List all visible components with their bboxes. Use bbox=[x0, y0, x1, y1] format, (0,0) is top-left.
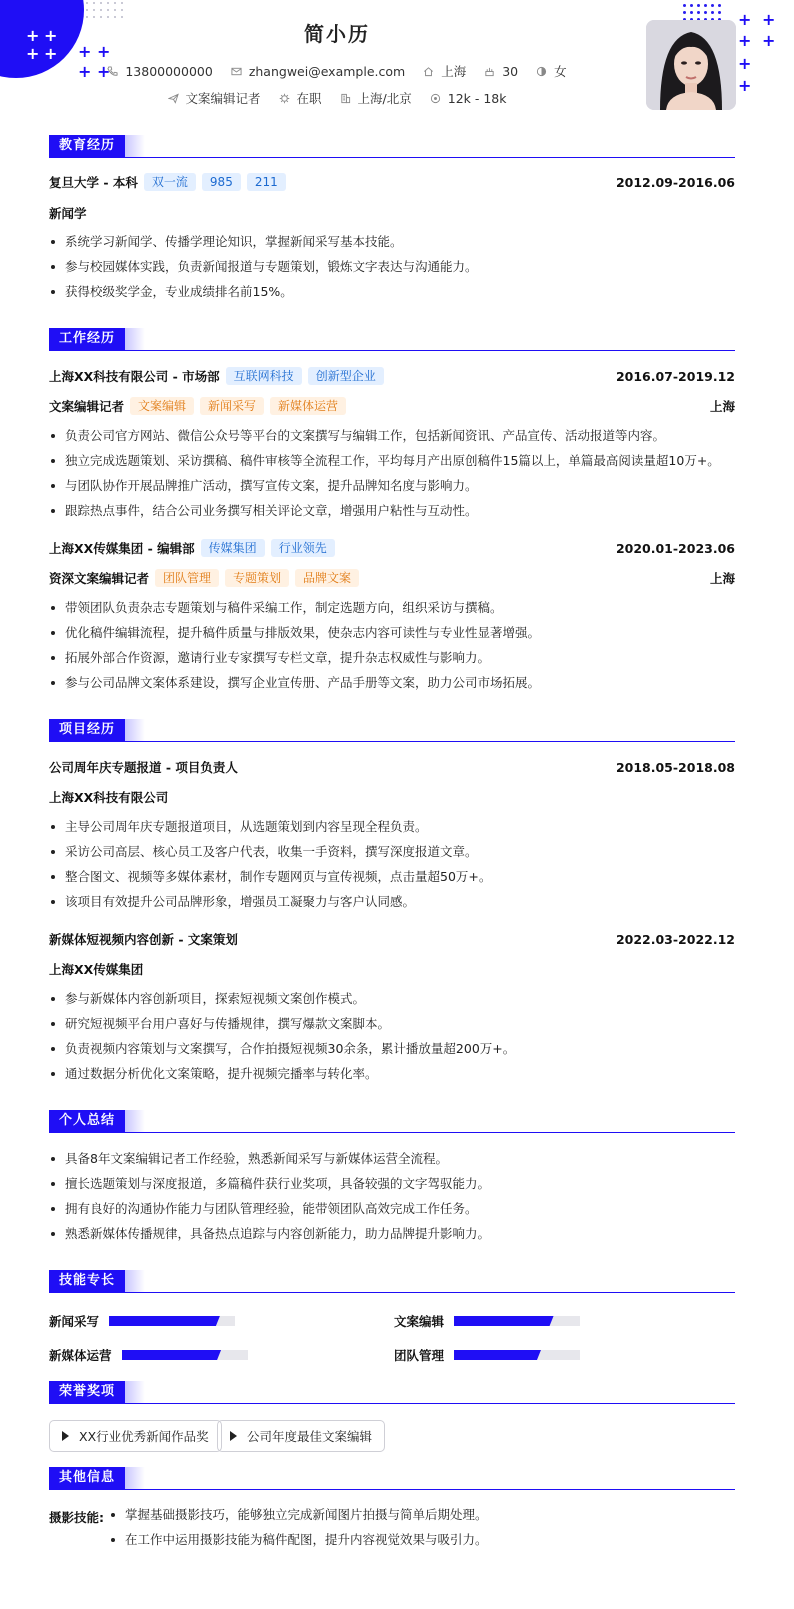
list-item: 整合图文、视频等多媒体素材，制作专题网页与宣传视频，点击量超50万+。 bbox=[49, 864, 735, 889]
gender-value: 女 bbox=[554, 64, 567, 79]
play-triangle-icon bbox=[230, 1431, 237, 1441]
award-name: XX行业优秀新闻作品奖 bbox=[79, 1429, 209, 1444]
target-city-item bbox=[340, 89, 412, 107]
skill-name: 新闻采写 bbox=[49, 1314, 100, 1329]
status-icon bbox=[279, 93, 290, 104]
skill-name: 团队管理 bbox=[394, 1348, 445, 1363]
section-title-shade bbox=[125, 1467, 145, 1489]
work-section-header bbox=[49, 328, 735, 350]
job-location: 上海 bbox=[709, 571, 735, 586]
plane-icon bbox=[168, 93, 179, 104]
company-name: 上海XX科技有限公司 - 市场部 bbox=[49, 369, 220, 384]
job-value: 文案编辑记者 bbox=[185, 91, 261, 106]
job-date: 2016.07-2019.12 bbox=[615, 368, 735, 384]
list-item: 通过数据分析优化文案策略，提升视频完播率与转化率。 bbox=[49, 1061, 735, 1086]
age-value: 30 bbox=[502, 63, 519, 79]
project-date: 2018.05-2018.08 bbox=[615, 759, 735, 775]
job-role-row bbox=[49, 569, 735, 587]
other-label: 摄影技能: bbox=[49, 1510, 104, 1525]
avatar bbox=[646, 20, 736, 110]
cake-icon bbox=[484, 66, 495, 77]
job-duty-list bbox=[49, 423, 735, 523]
summary-list bbox=[49, 1146, 735, 1246]
award-name: 公司年度最佳文案编辑 bbox=[247, 1429, 373, 1444]
list-item: 掌握基础摄影技巧，能够独立完成新闻图片拍摄与简单后期处理。 bbox=[109, 1502, 735, 1527]
job-role: 资深文案编辑记者 bbox=[49, 571, 150, 586]
section-title-shade bbox=[125, 1110, 145, 1132]
salary-item bbox=[430, 91, 507, 106]
school-tag: 双一流 bbox=[144, 173, 196, 191]
company-name: 上海XX传媒集团 - 编辑部 bbox=[49, 541, 195, 556]
job-date: 2020.01-2023.06 bbox=[615, 540, 735, 556]
list-item: 具备8年文案编辑记者工作经验，熟悉新闻采写与新媒体运营全流程。 bbox=[49, 1146, 735, 1171]
award-chip bbox=[49, 1420, 222, 1452]
list-item: 熟悉新媒体传播规律，具备热点追踪与内容创新能力，助力品牌提升影响力。 bbox=[49, 1221, 735, 1246]
role-tag: 专题策划 bbox=[225, 569, 289, 587]
section-title: 教育经历 bbox=[49, 135, 125, 157]
status-item bbox=[279, 89, 322, 107]
list-item: 主导公司周年庆专题报道项目，从选题策划到内容呈现全程负责。 bbox=[49, 814, 735, 839]
salary-value: 12k - 18k bbox=[447, 90, 507, 106]
list-item: 获得校级奖学金，专业成绩排名前15%。 bbox=[49, 279, 735, 304]
job-company-row bbox=[49, 539, 735, 557]
list-item: 跟踪热点事件，结合公司业务撰写相关评论文章，增强用户粘性与互动性。 bbox=[49, 498, 735, 523]
skill-item bbox=[49, 1312, 235, 1330]
list-item: 参与公司品牌文案体系建设，撰写企业宣传册、产品手册等文案，助力公司市场拓展。 bbox=[49, 670, 735, 695]
plus-decor-icon: + bbox=[762, 31, 776, 50]
phone-icon bbox=[107, 66, 118, 77]
project-org: 上海XX传媒集团 bbox=[49, 962, 144, 977]
role-tag: 团队管理 bbox=[155, 569, 219, 587]
major-row bbox=[49, 204, 735, 222]
summary-section-header bbox=[49, 1110, 735, 1132]
project-list bbox=[49, 814, 735, 914]
project-section-header bbox=[49, 719, 735, 741]
award-chip bbox=[217, 1420, 385, 1452]
contact-row bbox=[0, 62, 674, 80]
section-title: 技能专长 bbox=[49, 1270, 125, 1292]
company-tag: 互联网科技 bbox=[226, 367, 302, 385]
school-tag: 211 bbox=[247, 173, 286, 191]
list-item: 独立完成选题策划、采访撰稿、稿件审核等全流程工作，平均每月产出原创稿件15篇以上，单篇最高阅读量超10万+。 bbox=[49, 448, 735, 473]
skill-bar-fill bbox=[122, 1350, 222, 1360]
section-title-shade bbox=[125, 719, 145, 741]
project-list bbox=[49, 986, 735, 1086]
plus-decor-icon: + bbox=[26, 44, 40, 63]
list-item: 在工作中运用摄影技能为稿件配图，提升内容视觉效果与吸引力。 bbox=[109, 1527, 735, 1552]
plus-decor-icon: + bbox=[78, 62, 92, 81]
list-item: 擅长选题策划与深度报道，多篇稿件获行业奖项，具备较强的文字驾驭能力。 bbox=[49, 1171, 735, 1196]
project-org: 上海XX科技有限公司 bbox=[49, 790, 169, 805]
section-divider bbox=[49, 1403, 735, 1404]
section-divider bbox=[49, 1489, 735, 1490]
education-row bbox=[49, 173, 735, 191]
plus-decor-icon: + bbox=[738, 54, 752, 73]
skill-bar bbox=[109, 1316, 235, 1326]
list-item: 系统学习新闻学、传播学理论知识，掌握新闻采写基本技能。 bbox=[49, 229, 735, 254]
skill-item bbox=[49, 1346, 248, 1364]
plus-decor-icon: + bbox=[97, 42, 111, 61]
gender-item bbox=[536, 62, 567, 80]
skill-bar bbox=[122, 1350, 248, 1360]
section-title-shade bbox=[125, 328, 145, 350]
skill-item bbox=[394, 1312, 580, 1330]
awards-section-header bbox=[49, 1381, 735, 1403]
section-divider bbox=[49, 1132, 735, 1133]
project-title-row bbox=[49, 930, 735, 948]
gender-icon bbox=[536, 66, 547, 77]
job-role-row bbox=[49, 397, 735, 415]
school-name: 复旦大学 - 本科 bbox=[49, 175, 138, 190]
skill-bar-fill bbox=[109, 1316, 220, 1326]
other-list bbox=[109, 1502, 735, 1552]
phone-item bbox=[107, 64, 212, 79]
age-item bbox=[484, 64, 518, 79]
education-list bbox=[49, 229, 735, 304]
email-item bbox=[231, 64, 405, 79]
skill-name: 文案编辑 bbox=[394, 1314, 445, 1329]
job-item bbox=[168, 89, 261, 107]
list-item: 拓展外部合作资源，邀请行业专家撰写专栏文章，提升杂志权威性与影响力。 bbox=[49, 645, 735, 670]
status-value: 在职 bbox=[296, 91, 322, 106]
skill-bar-fill bbox=[454, 1350, 541, 1360]
list-item: 研究短视频平台用户喜好与传播规律，撰写爆款文案脚本。 bbox=[49, 1011, 735, 1036]
project-date: 2022.03-2022.12 bbox=[615, 931, 735, 947]
mail-icon bbox=[231, 66, 242, 77]
skill-bar bbox=[454, 1350, 580, 1360]
list-item: 采访公司高层、核心员工及客户代表，收集一手资料，撰写深度报道文章。 bbox=[49, 839, 735, 864]
section-divider bbox=[49, 157, 735, 158]
list-item: 拥有良好的沟通协作能力与团队管理经验，能带领团队高效完成工作任务。 bbox=[49, 1196, 735, 1221]
plus-decor-icon: + bbox=[738, 10, 752, 29]
project-org-row bbox=[49, 960, 735, 978]
skill-name: 新媒体运营 bbox=[49, 1348, 112, 1363]
list-item: 参与校园媒体实践，负责新闻报道与专题策划，锻炼文字表达与沟通能力。 bbox=[49, 254, 735, 279]
city-value: 上海 bbox=[441, 64, 467, 79]
section-divider bbox=[49, 350, 735, 351]
job-role: 文案编辑记者 bbox=[49, 399, 125, 414]
education-section-header bbox=[49, 135, 735, 157]
skills-section-header bbox=[49, 1270, 735, 1292]
intent-row bbox=[0, 89, 674, 107]
home-icon bbox=[423, 66, 434, 77]
plus-decor-icon: + bbox=[97, 62, 111, 81]
job-location: 上海 bbox=[709, 399, 735, 414]
plus-decor-icon: + bbox=[738, 31, 752, 50]
project-title-row bbox=[49, 758, 735, 776]
phone-value: 13800000000 bbox=[125, 63, 213, 79]
skill-item bbox=[394, 1346, 580, 1364]
education-date: 2012.09-2016.06 bbox=[615, 174, 735, 190]
job-company-row bbox=[49, 367, 735, 385]
plus-decor-icon: + bbox=[762, 10, 776, 29]
skill-bar bbox=[454, 1316, 580, 1326]
list-item: 参与新媒体内容创新项目，探索短视频文案创作模式。 bbox=[49, 986, 735, 1011]
target-city-value: 上海/北京 bbox=[357, 91, 412, 106]
section-title: 荣誉奖项 bbox=[49, 1381, 125, 1403]
major-name: 新闻学 bbox=[49, 206, 87, 221]
section-title: 工作经历 bbox=[49, 328, 125, 350]
skill-bar-fill bbox=[454, 1316, 554, 1326]
job-duty-list bbox=[49, 595, 735, 695]
plus-decor-icon: + bbox=[738, 76, 752, 95]
project-title: 公司周年庆专题报道 - 项目负责人 bbox=[49, 760, 238, 775]
section-divider bbox=[49, 741, 735, 742]
resume-name: 简小历 bbox=[304, 22, 370, 46]
section-title: 个人总结 bbox=[49, 1110, 125, 1132]
company-tag: 行业领先 bbox=[271, 539, 335, 557]
list-item: 该项目有效提升公司品牌形象，增强员工凝聚力与客户认同感。 bbox=[49, 889, 735, 914]
plus-decor-icon: + bbox=[78, 42, 92, 61]
section-title-shade bbox=[125, 135, 145, 157]
list-item: 负责公司官方网站、微信公众号等平台的文案撰写与编辑工作，包括新闻资讯、产品宣传、活动报道等内容。 bbox=[49, 423, 735, 448]
section-title: 其他信息 bbox=[49, 1467, 125, 1489]
project-org-row bbox=[49, 788, 735, 806]
salary-icon bbox=[430, 93, 441, 104]
list-item: 负责视频内容策划与文案撰写，合作拍摄短视频30余条，累计播放量超200万+。 bbox=[49, 1036, 735, 1061]
section-title: 项目经历 bbox=[49, 719, 125, 741]
role-tag: 新媒体运营 bbox=[270, 397, 346, 415]
company-tag: 创新型企业 bbox=[308, 367, 384, 385]
plus-decor-icon: + bbox=[26, 26, 40, 45]
section-title-shade bbox=[125, 1381, 145, 1403]
section-title-shade bbox=[125, 1270, 145, 1292]
avatar-portrait-image bbox=[646, 20, 736, 110]
list-item: 带领团队负责杂志专题策划与稿件采编工作，制定选题方向，组织采访与撰稿。 bbox=[49, 595, 735, 620]
play-triangle-icon bbox=[62, 1431, 69, 1441]
project-title: 新媒体短视频内容创新 - 文案策划 bbox=[49, 932, 238, 947]
list-item: 优化稿件编辑流程，提升稿件质量与排版效果，使杂志内容可读性与专业性显著增强。 bbox=[49, 620, 735, 645]
list-item: 与团队协作开展品牌推广活动，撰写宣传文案，提升品牌知名度与影响力。 bbox=[49, 473, 735, 498]
company-tag: 传媒集团 bbox=[201, 539, 265, 557]
plus-decor-icon: + bbox=[44, 26, 58, 45]
role-tag: 品牌文案 bbox=[295, 569, 359, 587]
role-tag: 新闻采写 bbox=[200, 397, 264, 415]
section-divider bbox=[49, 1292, 735, 1293]
email-value: zhangwei@example.com bbox=[248, 63, 406, 79]
school-tag: 985 bbox=[202, 173, 241, 191]
other-section-header bbox=[49, 1467, 735, 1489]
city-item bbox=[423, 62, 466, 80]
plus-decor-icon: + bbox=[44, 44, 58, 63]
role-tag: 文案编辑 bbox=[130, 397, 194, 415]
building-icon bbox=[340, 93, 351, 104]
